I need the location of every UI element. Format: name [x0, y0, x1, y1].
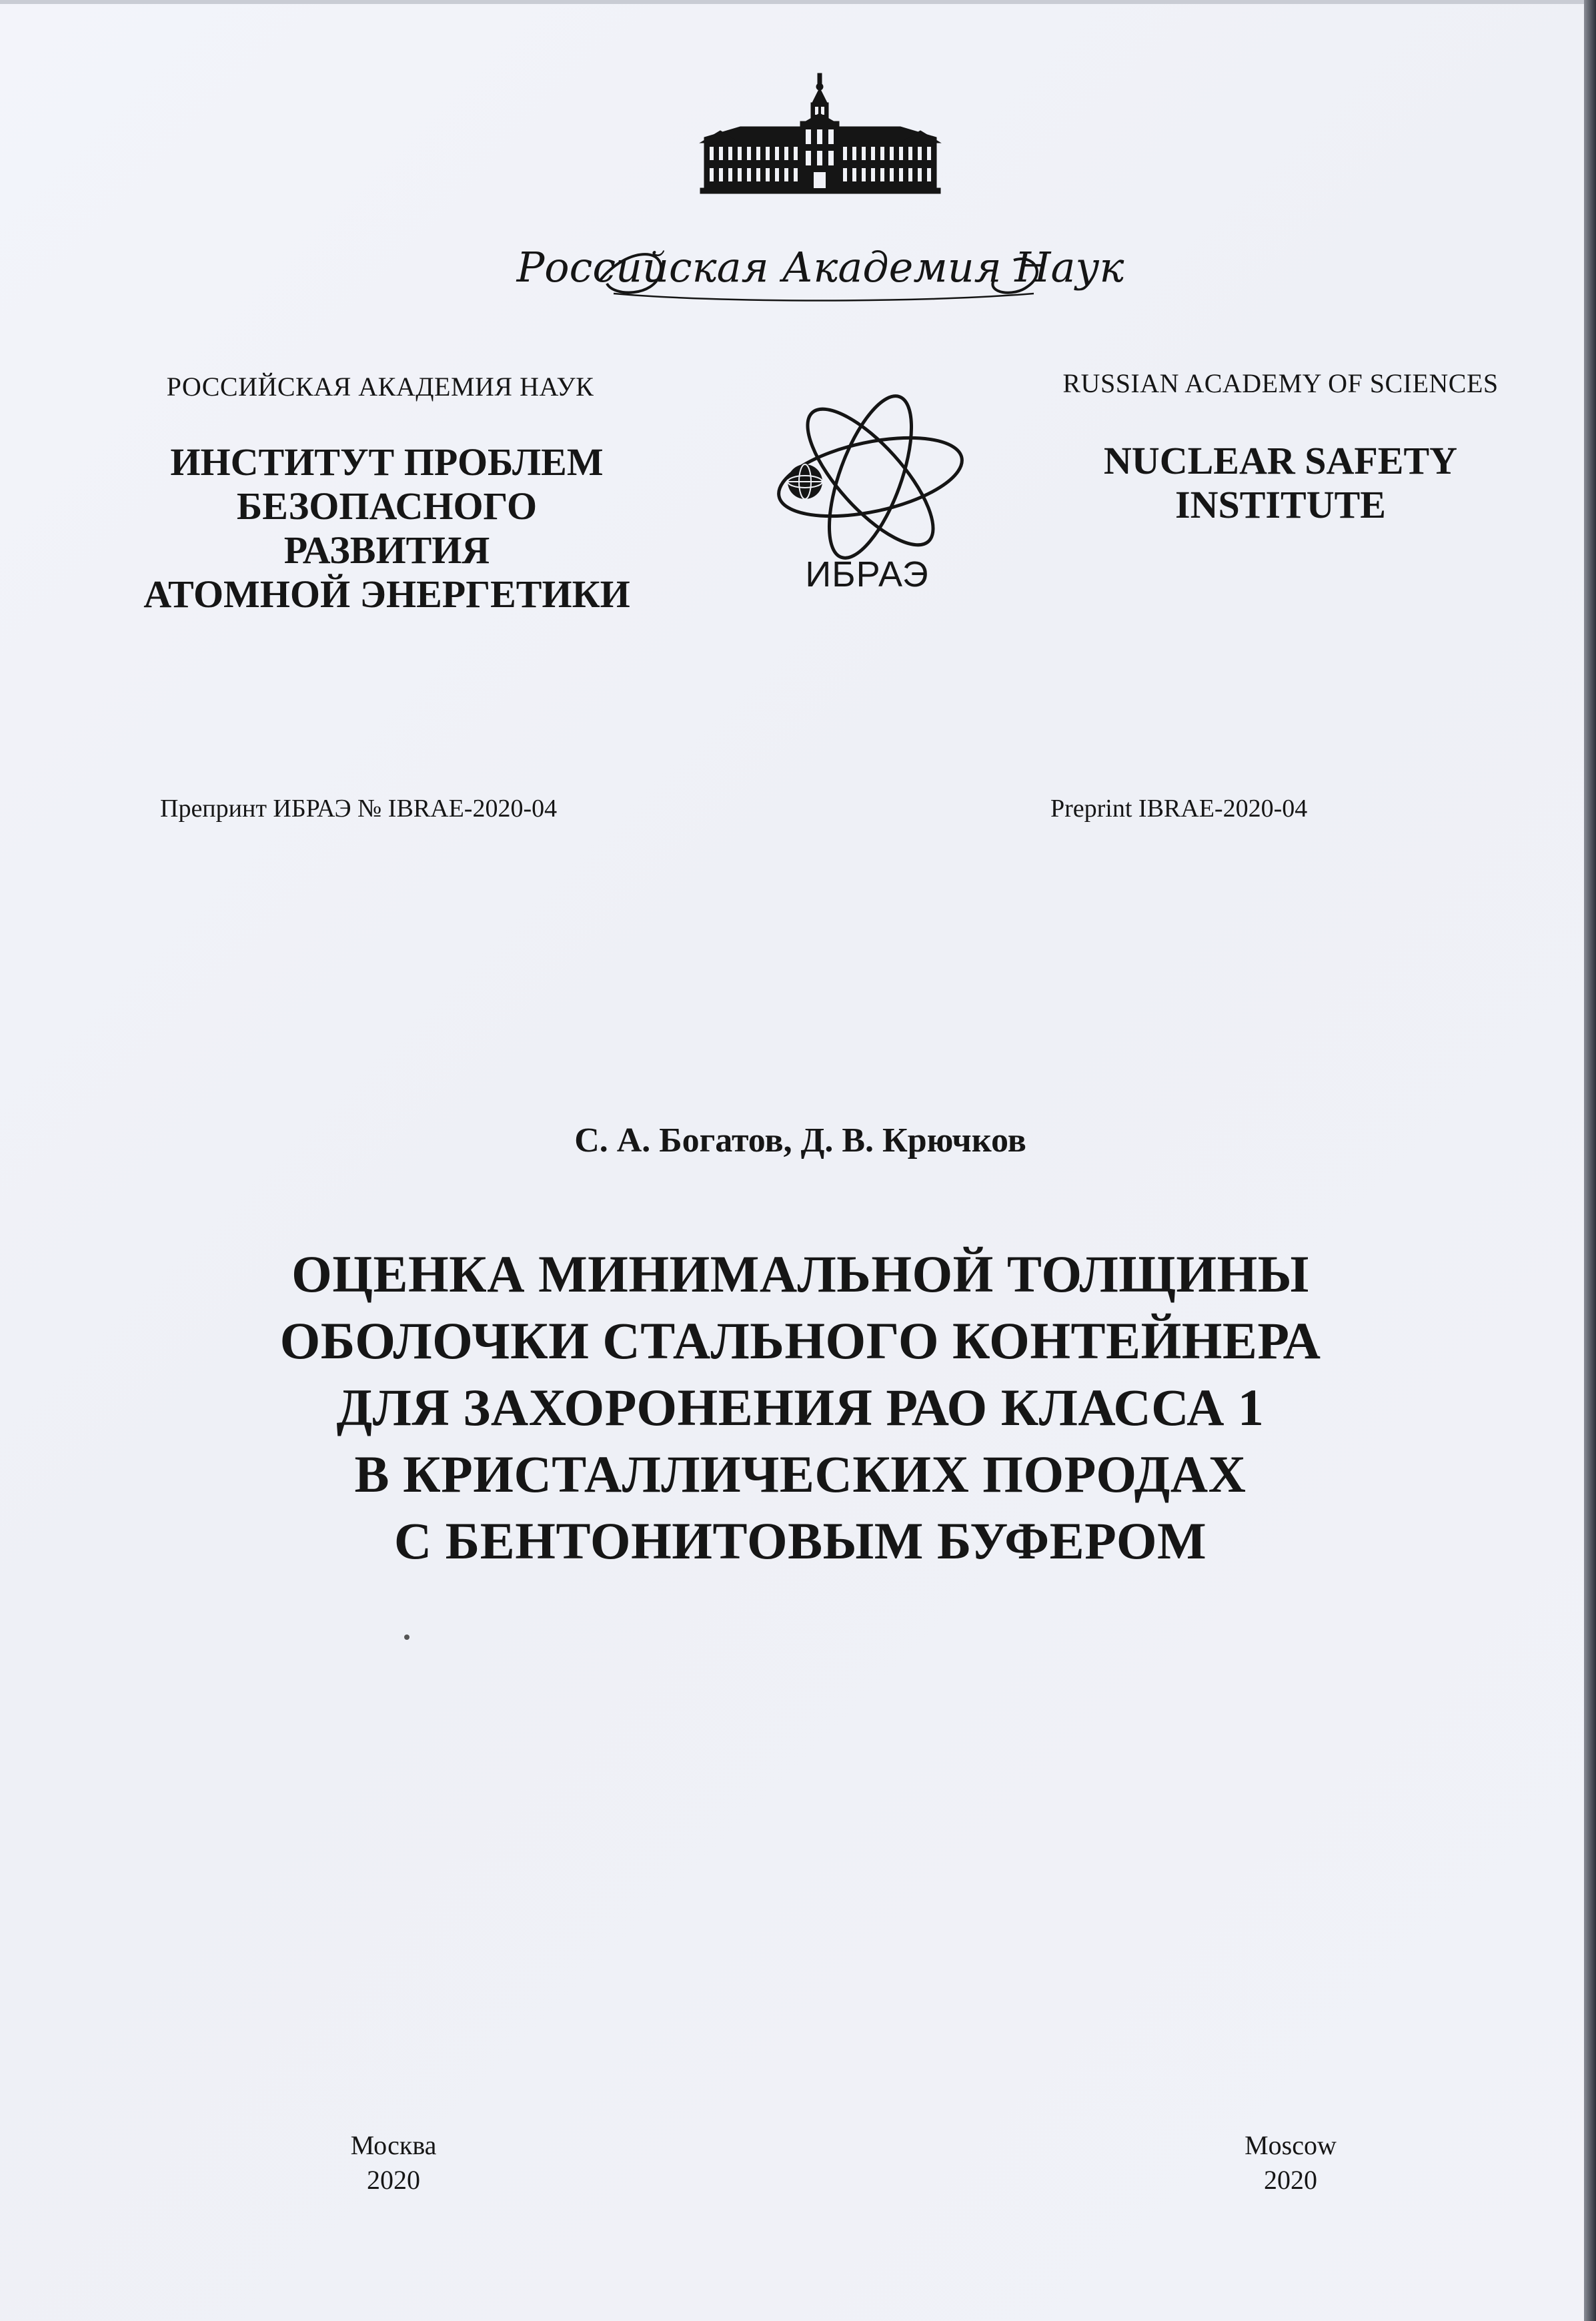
scan-speck — [404, 1635, 410, 1640]
preprint-number-ru: Препринт ИБРАЭ № IBRAE-2020-04 — [160, 795, 558, 823]
authors: С. А. Богатов, Д. В. Крючков — [574, 1121, 1026, 1159]
academy-building-emblem — [700, 73, 940, 200]
document-title — [133, 1241, 1467, 1574]
academy-script-logotype — [516, 234, 1124, 307]
scan-edge-right — [1584, 0, 1596, 2321]
title-line: ОЦЕНКА МИНИМАЛЬНОЙ ТОЛЩИНЫ — [291, 1245, 1309, 1303]
city-en: Moscow — [1245, 2130, 1337, 2160]
title-line: ОБОЛОЧКИ СТАЛЬНОГО КОНТЕЙНЕРА — [279, 1312, 1321, 1370]
year-ru: 2020 — [367, 2165, 420, 2195]
institute-ru-line: АТОМНОЙ ЭНЕРГЕТИКИ — [143, 572, 630, 616]
title-line: С БЕНТОНИТОВЫМ БУФЕРОМ — [393, 1512, 1207, 1570]
title-line: В КРИСТАЛЛИЧЕСКИХ ПОРОДАХ — [354, 1445, 1247, 1503]
institute-ru-line: БЕЗОПАСНОГО РАЗВИТИЯ — [236, 484, 538, 572]
institute-en-line: NUCLEAR SAFETY — [1103, 439, 1458, 482]
script-title-text: Российская Академия Наук — [516, 243, 1124, 292]
institute-ru-line: ИНСТИТУТ ПРОБЛЕМ — [170, 440, 604, 484]
org-name-ru: РОССИЙСКАЯ АКАДЕМИЯ НАУК — [166, 372, 594, 402]
year-en: 2020 — [1264, 2165, 1317, 2195]
atom-icon — [764, 407, 970, 547]
institute-name-ru — [133, 440, 640, 616]
institute-en-line: INSTITUTE — [1175, 483, 1386, 526]
org-name-en: RUSSIAN ACADEMY OF SCIENCES — [1062, 368, 1499, 398]
imprint-ru — [293, 2128, 494, 2198]
scan-edge-top — [0, 0, 1596, 4]
logo-label: ИБРАЭ — [805, 554, 929, 594]
title-line: ДЛЯ ЗАХОРОНЕНИЯ РАО КЛАССА 1 — [336, 1378, 1265, 1436]
imprint-en — [1190, 2128, 1391, 2198]
preprint-number-en: Preprint IBRAE-2020-04 — [1050, 795, 1308, 823]
institute-name-en — [1040, 439, 1521, 527]
city-ru: Москва — [350, 2130, 437, 2160]
